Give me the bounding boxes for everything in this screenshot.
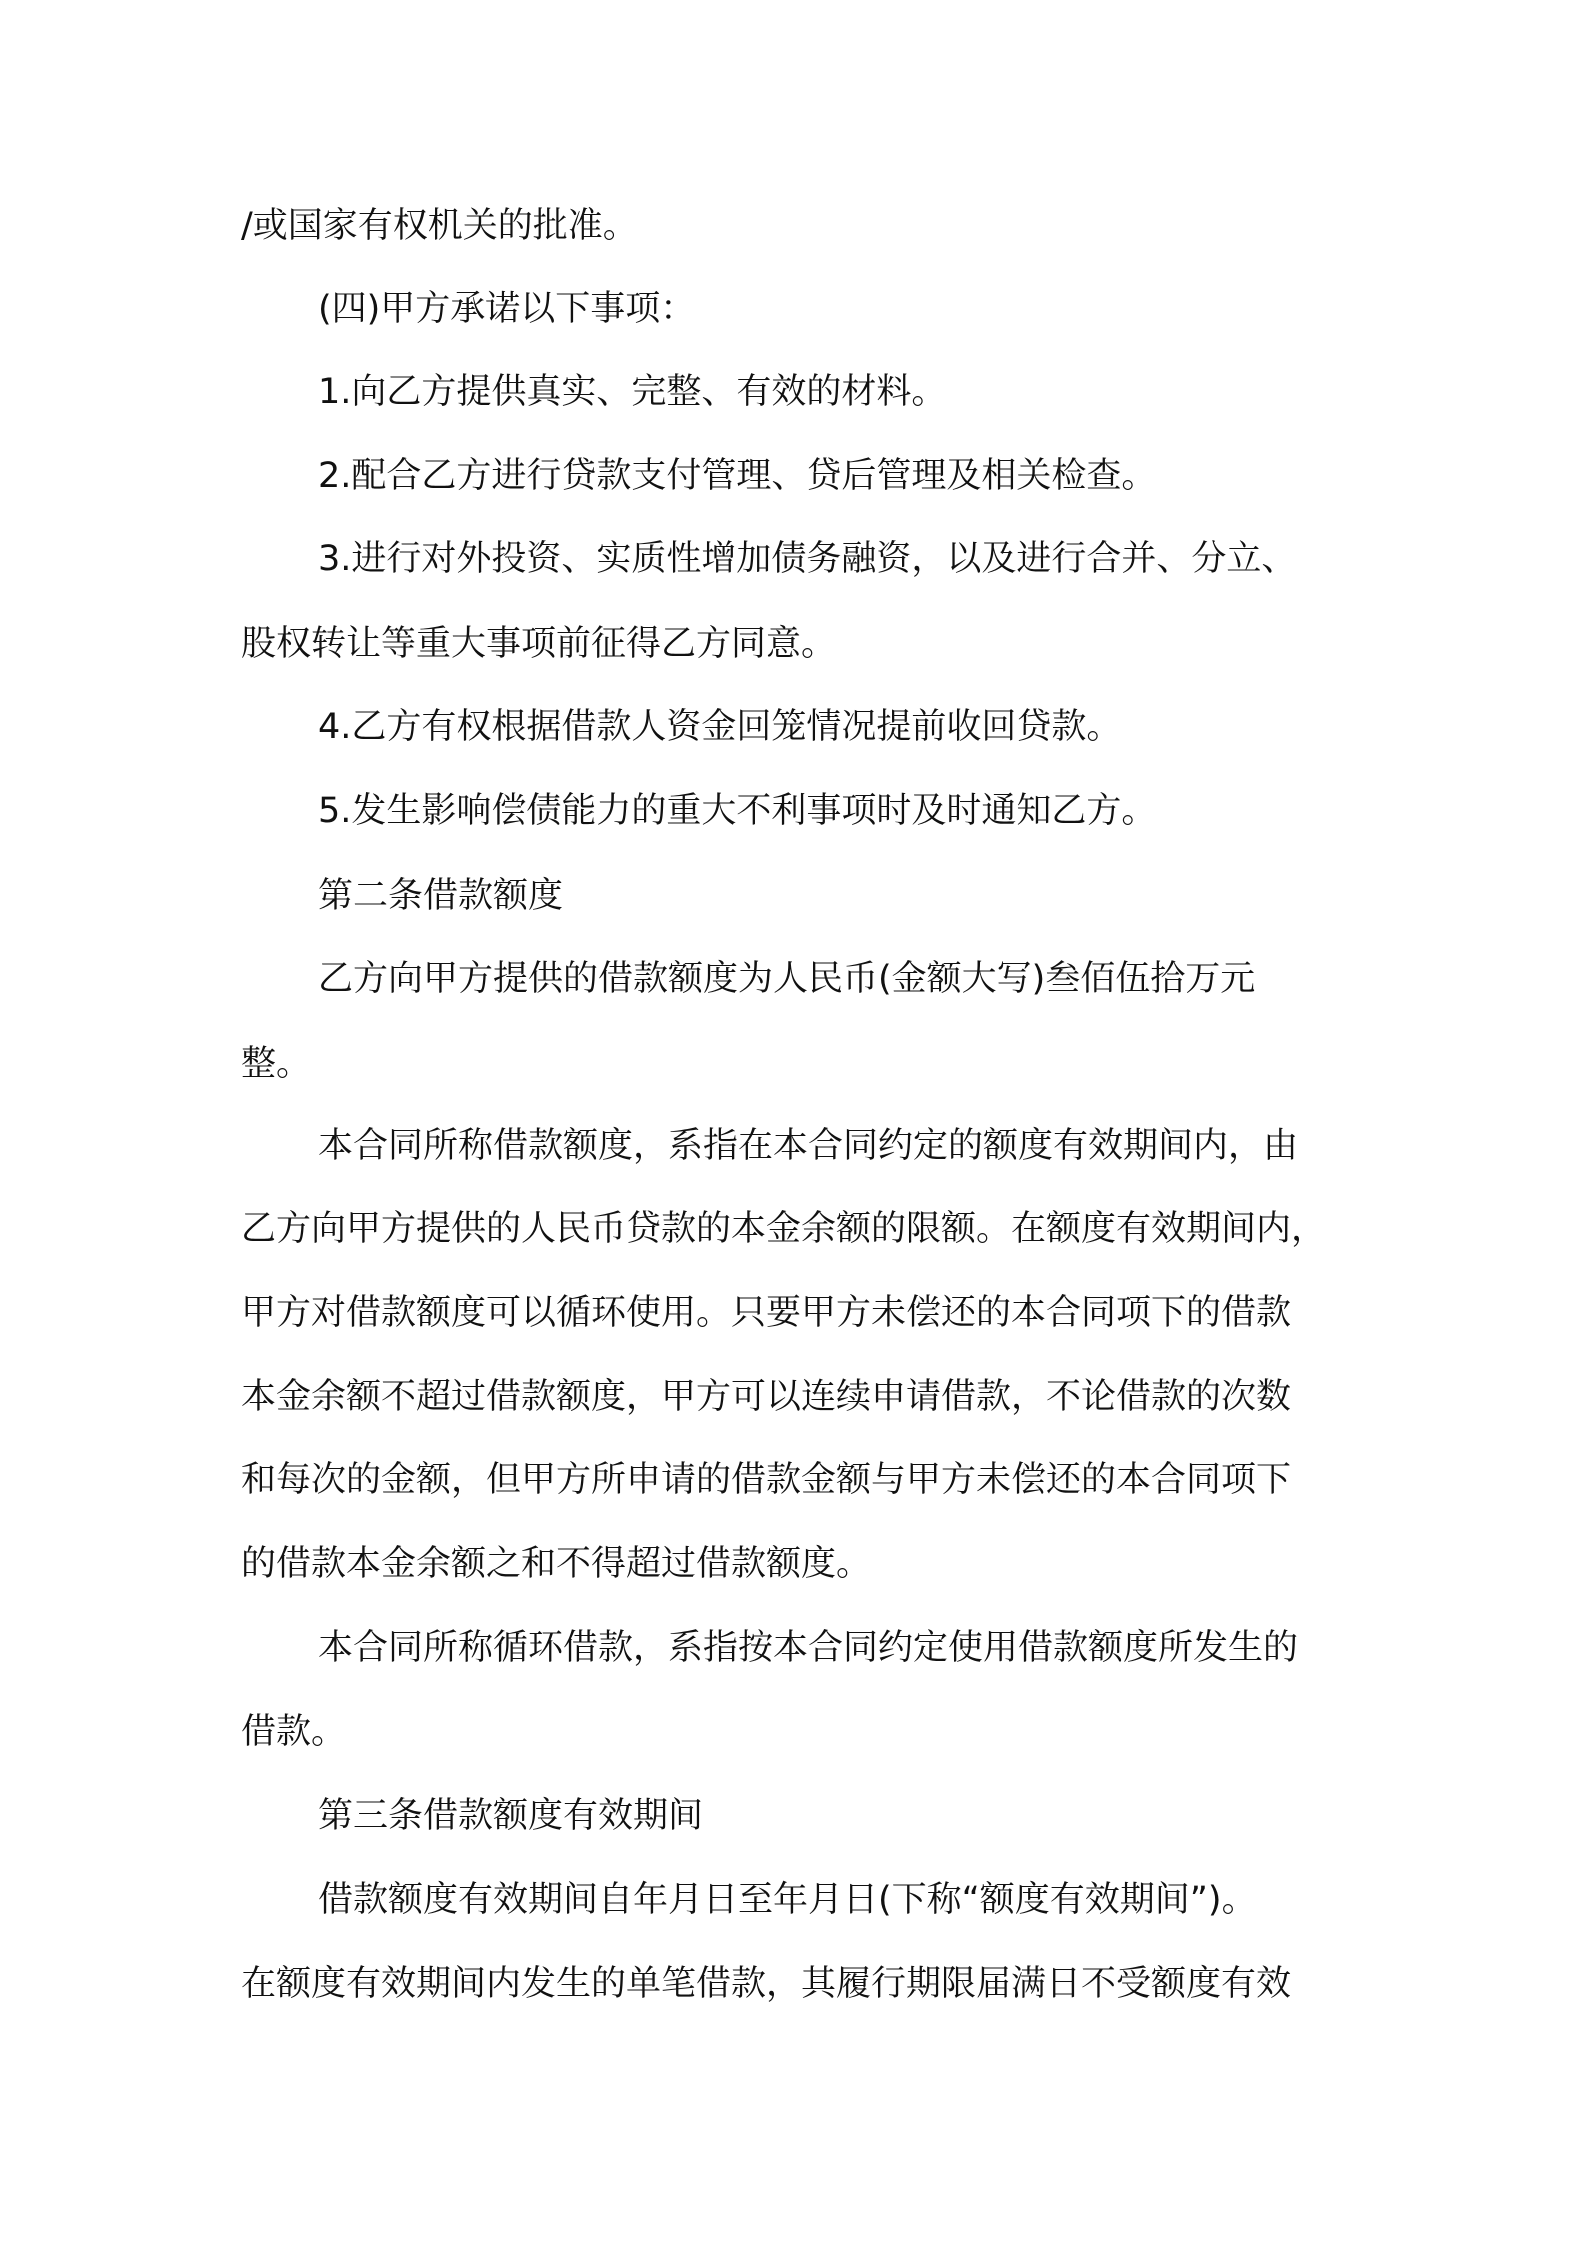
paragraph-line: 乙方向甲方提供的借款额度为人民币(金额大写)叁佰伍拾万元 <box>318 959 1256 999</box>
text-line: 的借款本金余额之和不得超过借款额度。 <box>241 1544 872 1584</box>
text-line: 借款。 <box>241 1712 347 1752</box>
paragraph-line: 本合同所称借款额度，系指在本合同约定的额度有效期间内，由 <box>318 1126 1299 1166</box>
list-item: 1.向乙方提供真实、完整、有效的材料。 <box>318 372 947 412</box>
text-line: 本金余额不超过借款额度，甲方可以连续申请借款，不论借款的次数 <box>241 1377 1292 1417</box>
paragraph-line: 借款额度有效期间自年月日至年月日(下称“额度有效期间”)。 <box>318 1880 1257 1920</box>
list-item: 3.进行对外投资、实质性增加债务融资，以及进行合并、分立、 <box>318 539 1297 579</box>
article-heading: 第二条借款额度 <box>318 876 564 916</box>
text-line: 在额度有效期间内发生的单笔借款，其履行期限届满日不受额度有效 <box>241 1964 1292 2004</box>
paragraph-line: 本合同所称循环借款，系指按本合同约定使用借款额度所发生的 <box>318 1628 1299 1668</box>
section-heading: (四)甲方承诺以下事项： <box>318 289 696 329</box>
article-heading: 第三条借款额度有效期间 <box>318 1796 704 1836</box>
list-item: 5.发生影响偿债能力的重大不利事项时及时通知乙方。 <box>318 791 1157 831</box>
list-item: 4.乙方有权根据借款人资金回笼情况提前收回贷款。 <box>318 707 1122 747</box>
text-line: 甲方对借款额度可以循环使用。只要甲方未偿还的本合同项下的借款 <box>241 1293 1292 1333</box>
text-line: 整。 <box>241 1044 312 1084</box>
text-line: 乙方向甲方提供的人民币贷款的本金余额的限额。在额度有效期间内， <box>241 1209 1327 1249</box>
list-item: 2.配合乙方进行贷款支付管理、贷后管理及相关检查。 <box>318 456 1157 496</box>
text-line: 股权转让等重大事项前征得乙方同意。 <box>241 624 837 664</box>
text-line: /或国家有权机关的批准。 <box>241 206 638 246</box>
text-line: 和每次的金额，但甲方所申请的借款金额与甲方未偿还的本合同项下 <box>241 1460 1292 1500</box>
